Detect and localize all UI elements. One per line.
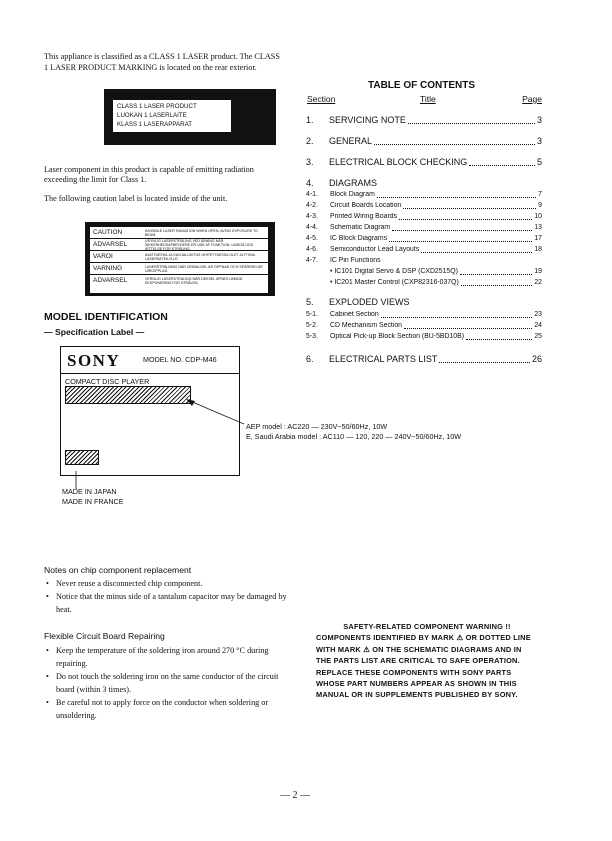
- toc-entry: 5-1. Cabinet Section 23: [306, 311, 542, 318]
- caution-row: [90, 251, 268, 263]
- toc-entry: 6. ELECTRICAL PARTS LIST 26: [306, 354, 542, 364]
- list-item: • Be careful not to apply force on the conductor when soldering or unsoldering.: [44, 696, 288, 722]
- caution-text: VERNLIG LASERSTRÅLING NÅR DEKSEL ÅPNES UNNGÅ EKSPONERING FOR STRÅLEN.: [145, 276, 243, 285]
- class1-line: LUOKAN 1 LASERLAITE: [117, 112, 187, 119]
- caution-key: VARNING: [93, 265, 123, 272]
- caution-key: ADVARSEL: [93, 277, 128, 284]
- class1-laser-label: [104, 89, 276, 145]
- class1-line: KLASS 1 LASERAPPARAT: [117, 121, 193, 128]
- chip-notes-heading: Notes on chip component replacement: [44, 565, 192, 575]
- toc-entry: 4-3. Printed Wiring Boards 10: [306, 213, 542, 220]
- list-item: • Keep the temperature of the soldering iron around 270 °C during repairing.: [44, 644, 288, 670]
- toc-entry: 3. ELECTRICAL BLOCK CHECKING 5: [306, 157, 542, 167]
- toc-entry: 5-3. Optical Pick-up Block Section (BU-5BD10B) 25: [306, 333, 542, 340]
- hatched-origin-area: [65, 450, 99, 465]
- sony-logo: SONY: [67, 351, 121, 370]
- caution-key: ADVARSEL: [93, 241, 128, 248]
- caution-key: VAROI: [93, 253, 113, 260]
- caution-row: [90, 239, 268, 251]
- caution-row: [90, 263, 268, 275]
- toc-entry: 4-4. Schematic Diagram 13: [306, 224, 542, 231]
- power-specs: [246, 422, 461, 442]
- class1-intro-text: This appliance is classified as a CLASS 1 LASER product. The CLASS 1 LASER PRODUCT MARKING is located on the rear exterior.: [44, 52, 280, 72]
- toc-entry: 5. EXPLODED VIEWS: [306, 297, 410, 307]
- caution-row: [90, 275, 268, 286]
- toc-title: TABLE OF CONTENTS: [368, 80, 476, 91]
- list-item: • Never reuse a disconnected chip component.: [44, 577, 288, 590]
- safety-title: SAFETY-RELATED COMPONENT WARNING !!: [343, 622, 511, 631]
- power-aep: AEP model : AC220 — 230V~50/60Hz, 10W: [246, 422, 388, 431]
- caution-label: [85, 222, 275, 296]
- made-in-japan: MADE IN JAPAN: [62, 487, 117, 496]
- toc-entry: 4-1. Block Diagram 7: [306, 191, 542, 198]
- flexible-board-list: [44, 644, 288, 722]
- toc-entry: 5-2. CD Mechanism Section 24: [306, 322, 542, 329]
- caution-key: CAUTION: [93, 229, 123, 236]
- specification-label-subheading: — Specification Label —: [44, 327, 145, 337]
- hatched-power-area: [65, 386, 191, 404]
- toc-entry: 2. GENERAL 3: [306, 136, 542, 146]
- toc-entry: 4-5. IC Block Diagrams 17: [306, 235, 542, 242]
- made-in: [62, 487, 124, 507]
- toc-header-title: Title: [420, 94, 436, 104]
- safety-warning: [316, 621, 538, 701]
- toc-entry: 1. SERVICING NOTE 3: [306, 115, 542, 125]
- divider: [61, 373, 239, 374]
- model-number: MODEL NO. CDP-M46: [143, 355, 217, 364]
- chip-notes-list: [44, 577, 288, 616]
- list-item: • Notice that the minus side of a tantalum capacitor may be damaged by heat.: [44, 590, 288, 616]
- caution-text: AVATTAESSA JA SUOJALUKITUS OHITETTAESSA OLET ALTTIINA LASERSÄTEILYLLE.: [145, 252, 255, 261]
- callout-arrow-icon: [184, 398, 244, 428]
- toc-entry: 4. DIAGRAMS: [306, 178, 378, 188]
- toc-entry: 4-6. Semiconductor Lead Layouts 18: [306, 246, 542, 253]
- made-in-france: MADE IN FRANCE: [62, 497, 124, 506]
- laser-component-text: Laser component in this product is capable of emitting radiation exceeding the limit for Class 1.: [44, 165, 254, 184]
- caution-text: INVISIBLE LASER RADIATION WHEN OPEN. AVOID EXPOSURE TO BEAM.: [145, 228, 258, 237]
- caution-row: [90, 227, 268, 239]
- power-saudi: E, Saudi Arabia model : AC110 — 120, 220 — 240V~50/60Hz, 10W: [246, 432, 462, 441]
- flexible-board-heading: Flexible Circuit Board Repairing: [44, 631, 165, 641]
- caution-text: LASERSTRÅLNING NÄR DENNA DEL ÄR ÖPPNAD OCH SPÄRREN ÄR URKOPPLAD.: [145, 264, 263, 273]
- toc-entry: • IC201 Master Control (CXP82316-037Q) 22: [330, 279, 542, 286]
- page-number: — 2 —: [280, 790, 310, 801]
- caution-text: USYNLIG LASERSTRÅLING VED ÅBNING NÅR SIKKERHEDSAFBRYDERE ER UDE AF FUNKTION. UNDGÅ UDS ÆTTELSE FOR STRÅLING.: [145, 238, 253, 251]
- product-name: COMPACT DISC PLAYER: [65, 377, 150, 386]
- toc-entry: 4-2. Circuit Boards Location 9: [306, 202, 542, 209]
- list-item: • Do not touch the soldering iron on the same conductor of the circuit board (within 3 times).: [44, 670, 288, 696]
- toc-header-section: Section: [307, 94, 336, 104]
- toc-entry: 4-7. IC Pin Functions: [306, 257, 381, 264]
- class1-line: CLASS 1 LASER PRODUCT: [117, 103, 197, 110]
- model-identification-heading: MODEL IDENTIFICATION: [44, 311, 168, 323]
- toc-entry: • IC101 Digital Servo & DSP (CXD2515Q) 19: [330, 268, 542, 275]
- toc-header-page: Page: [522, 94, 542, 104]
- caution-label-intro: The following caution label is located inside of the unit.: [44, 194, 228, 203]
- safety-body: COMPONENTS IDENTIFIED BY MARK ⚠ OR DOTTED LINE WITH MARK ⚠ ON THE SCHEMATIC DIAGRAMS AND IN THE PARTS LIST ARE CRITICAL TO SAFE OPERATION. REPLACE THESE COMPONENTS WITH SONY PARTS WHOSE PART NUMBERS APPEAR AS SHOWN IN THIS MANUAL OR IN SUPPLEMENTS PUBLISHED BY SONY.: [316, 633, 531, 700]
